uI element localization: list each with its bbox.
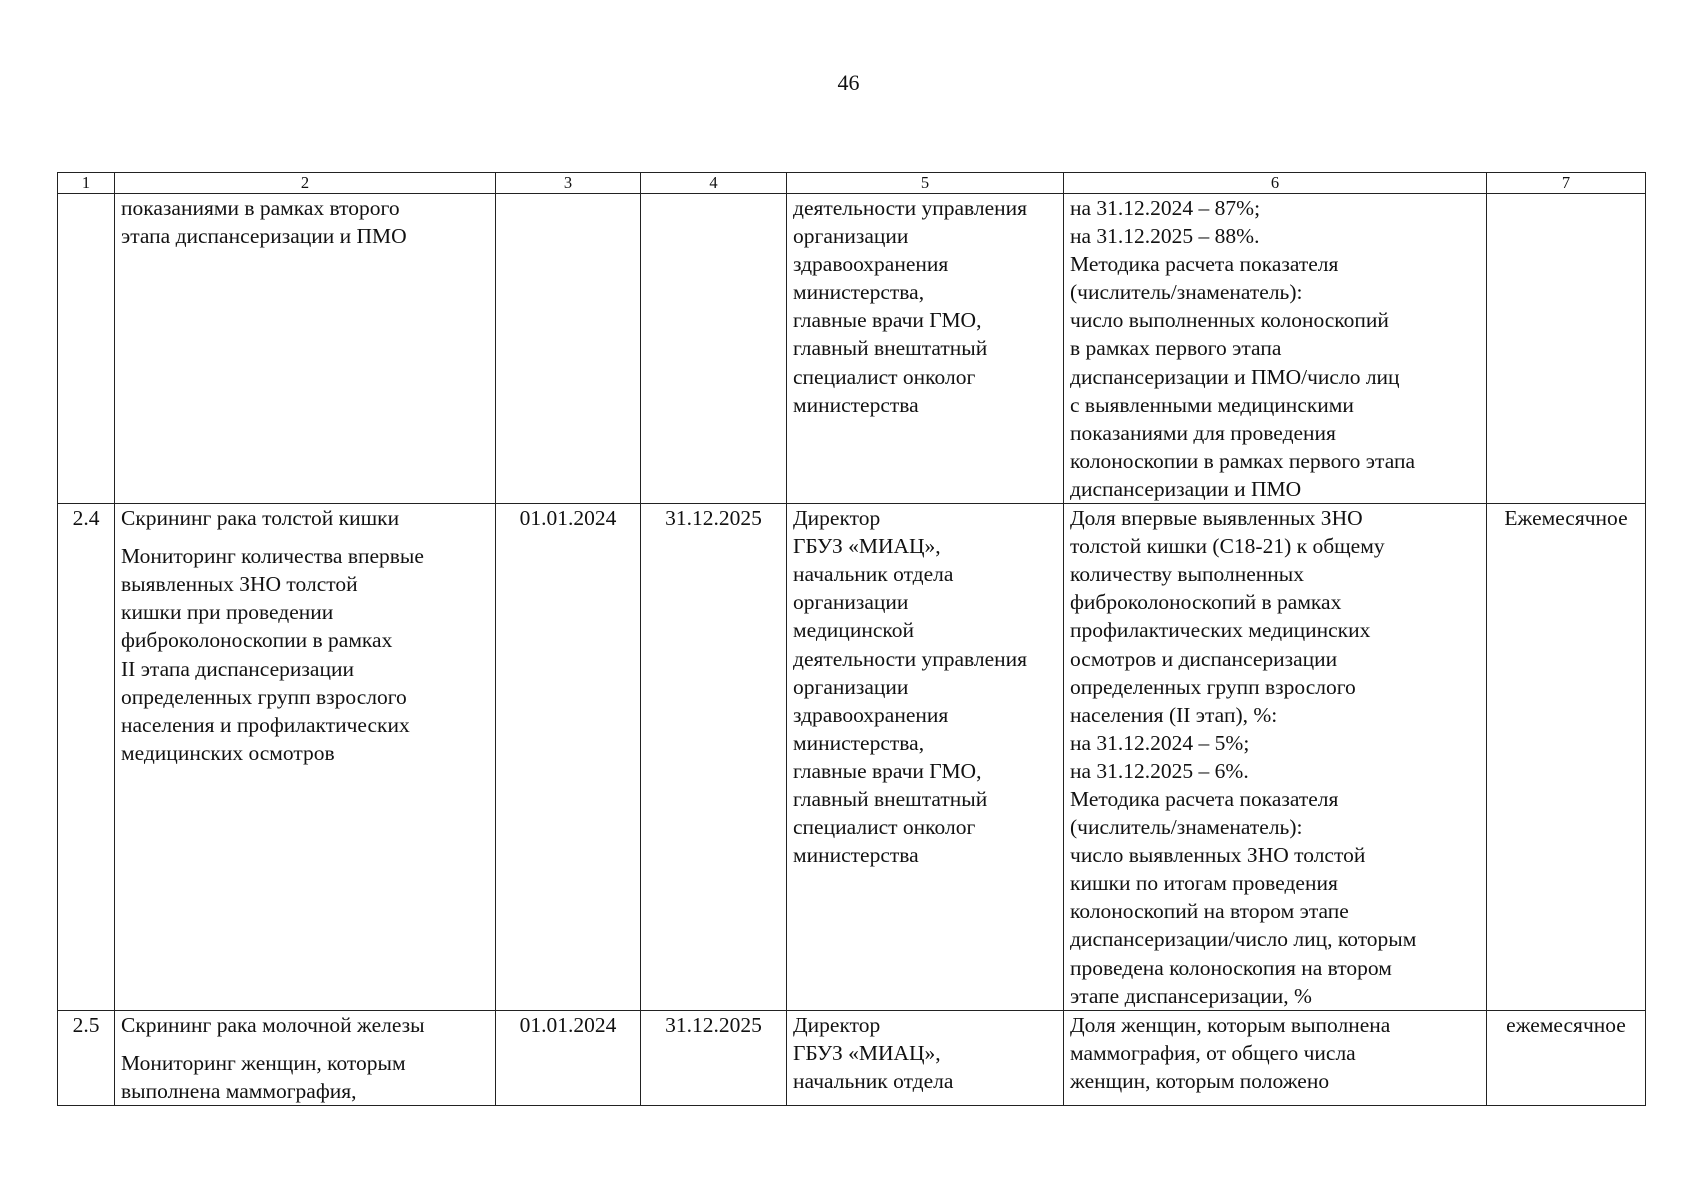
text-line: диспансеризации/число лиц, которым xyxy=(1070,927,1417,952)
text-line: населения и профилактических xyxy=(121,712,410,737)
column-header: 1 xyxy=(58,173,115,194)
text-line: Директор xyxy=(793,506,881,531)
text-line: выявленных ЗНО толстой xyxy=(121,572,358,597)
text-line: главный внештатный xyxy=(793,336,988,361)
text-line: показаниями в рамках второго xyxy=(121,196,400,220)
end-date: 31.12.2025 xyxy=(641,1010,787,1105)
start-date: 01.01.2024 xyxy=(496,1010,641,1105)
measure-title: Скрининг рака молочной железы xyxy=(121,1012,425,1037)
text-line: специалист онколог xyxy=(793,364,976,389)
text-line: организации xyxy=(793,224,909,249)
measure-details xyxy=(121,1049,489,1105)
text-line: министерства xyxy=(793,392,919,417)
measure-description xyxy=(115,194,496,504)
measure-details xyxy=(121,542,489,767)
responsible xyxy=(787,194,1064,504)
text-line: медицинской xyxy=(793,618,914,643)
text-line: организации xyxy=(793,674,909,699)
text-line: Доля впервые выявленных ЗНО xyxy=(1070,506,1363,531)
text-line: диспансеризации и ПМО/число лиц xyxy=(1070,364,1400,389)
text-line: главный внештатный xyxy=(793,786,988,811)
text-line: диспансеризации и ПМО xyxy=(1070,476,1302,501)
measure-title: Скрининг рака толстой кишки xyxy=(121,506,400,531)
text-line: деятельности управления xyxy=(793,196,1028,220)
text-line: колоноскопии в рамках первого этапа xyxy=(1070,448,1415,473)
text-line: фиброколоноскопии в рамках xyxy=(121,628,393,653)
text-line: населения (II этап), %: xyxy=(1070,702,1278,727)
text-line: фиброколоноскопий в рамках xyxy=(1070,590,1342,615)
text-line: количеству выполненных xyxy=(1070,562,1304,587)
text-line: здравоохранения xyxy=(793,702,949,727)
table-row xyxy=(58,504,1646,1011)
text-line: организации xyxy=(793,590,909,615)
text-line: Методика расчета показателя xyxy=(1070,252,1339,277)
text-line: министерства xyxy=(793,843,919,868)
text-line: II этапа диспансеризации xyxy=(121,656,354,681)
page-number: 46 xyxy=(837,70,860,95)
column-header: 4 xyxy=(641,173,787,194)
text-line: ГБУЗ «МИАЦ», xyxy=(793,534,941,559)
indicator xyxy=(1064,1010,1487,1105)
text-line: деятельности управления xyxy=(793,646,1028,671)
text-line: Мониторинг количества впервые xyxy=(121,544,424,569)
text-line: (числитель/знаменатель): xyxy=(1070,280,1303,305)
text-line: на 31.12.2025 – 88%. xyxy=(1070,224,1260,249)
text-line: этапа диспансеризации и ПМО xyxy=(121,224,407,249)
text-line: начальник отдела xyxy=(793,562,954,587)
row-number xyxy=(58,194,115,504)
text-line: выполнена маммография, xyxy=(121,1078,357,1103)
responsible xyxy=(787,504,1064,1011)
text-line: число выявленных ЗНО толстой xyxy=(1070,843,1366,868)
text-line: Доля женщин, которым выполнена xyxy=(1070,1012,1391,1037)
row-number: 2.4 xyxy=(58,504,115,1011)
measure-description xyxy=(115,504,496,1011)
table-row xyxy=(58,194,1646,504)
text-line: начальник отдела xyxy=(793,1068,954,1093)
text-line: женщин, которым положено xyxy=(1070,1068,1330,1093)
text-line: кишки по итогам проведения xyxy=(1070,871,1338,896)
text-line: в рамках первого этапа xyxy=(1070,336,1282,361)
indicator xyxy=(1064,194,1487,504)
text-line: Директор xyxy=(793,1012,881,1037)
text-line: определенных групп взрослого xyxy=(1070,674,1356,699)
text-line: ГБУЗ «МИАЦ», xyxy=(793,1040,941,1065)
frequency: ежемесячное xyxy=(1487,1010,1646,1105)
text-line: проведена колоноскопия на втором xyxy=(1070,955,1392,980)
text-line: Методика расчета показателя xyxy=(1070,786,1339,811)
text-line: медицинских осмотров xyxy=(121,740,335,765)
column-header: 6 xyxy=(1064,173,1487,194)
measures-table xyxy=(57,172,1646,1106)
text-line: на 31.12.2024 – 87%; xyxy=(1070,196,1261,220)
frequency xyxy=(1487,194,1646,504)
text-line: кишки при проведении xyxy=(121,600,334,625)
table-row xyxy=(58,1010,1646,1105)
end-date: 31.12.2025 xyxy=(641,504,787,1011)
text-line: показаниями для проведения xyxy=(1070,420,1336,445)
column-header: 3 xyxy=(496,173,641,194)
start-date: 01.01.2024 xyxy=(496,504,641,1011)
indicator xyxy=(1064,504,1487,1011)
text-line: здравоохранения xyxy=(793,252,949,277)
text-line: главные врачи ГМО, xyxy=(793,308,982,333)
text-line: с выявленными медицинскими xyxy=(1070,392,1354,417)
text-line: осмотров и диспансеризации xyxy=(1070,646,1338,671)
text-line: на 31.12.2025 – 6%. xyxy=(1070,758,1249,783)
column-header: 5 xyxy=(787,173,1064,194)
text-line: определенных групп взрослого xyxy=(121,684,407,709)
text-line: специалист онколог xyxy=(793,815,976,840)
responsible xyxy=(787,1010,1064,1105)
text-line: Мониторинг женщин, которым xyxy=(121,1050,406,1075)
start-date xyxy=(496,194,641,504)
end-date xyxy=(641,194,787,504)
text-line: число выполненных колоноскопий xyxy=(1070,308,1389,333)
text-line: этапе диспансеризации, % xyxy=(1070,983,1312,1008)
column-number-row xyxy=(58,173,1646,194)
text-line: толстой кишки (С18-21) к общему xyxy=(1070,534,1385,559)
text-line: министерства, xyxy=(793,280,925,305)
text-line: (числитель/знаменатель): xyxy=(1070,815,1303,840)
text-line: на 31.12.2024 – 5%; xyxy=(1070,730,1250,755)
column-header: 7 xyxy=(1487,173,1646,194)
text-line: маммография, от общего числа xyxy=(1070,1040,1356,1065)
frequency: Ежемесячное xyxy=(1487,504,1646,1011)
row-number: 2.5 xyxy=(58,1010,115,1105)
text-line: профилактических медицинских xyxy=(1070,618,1371,643)
measure-description xyxy=(115,1010,496,1105)
column-header: 2 xyxy=(115,173,496,194)
text-line: министерства, xyxy=(793,730,925,755)
text-line: главные врачи ГМО, xyxy=(793,758,982,783)
text-line: колоноскопий на втором этапе xyxy=(1070,899,1349,924)
